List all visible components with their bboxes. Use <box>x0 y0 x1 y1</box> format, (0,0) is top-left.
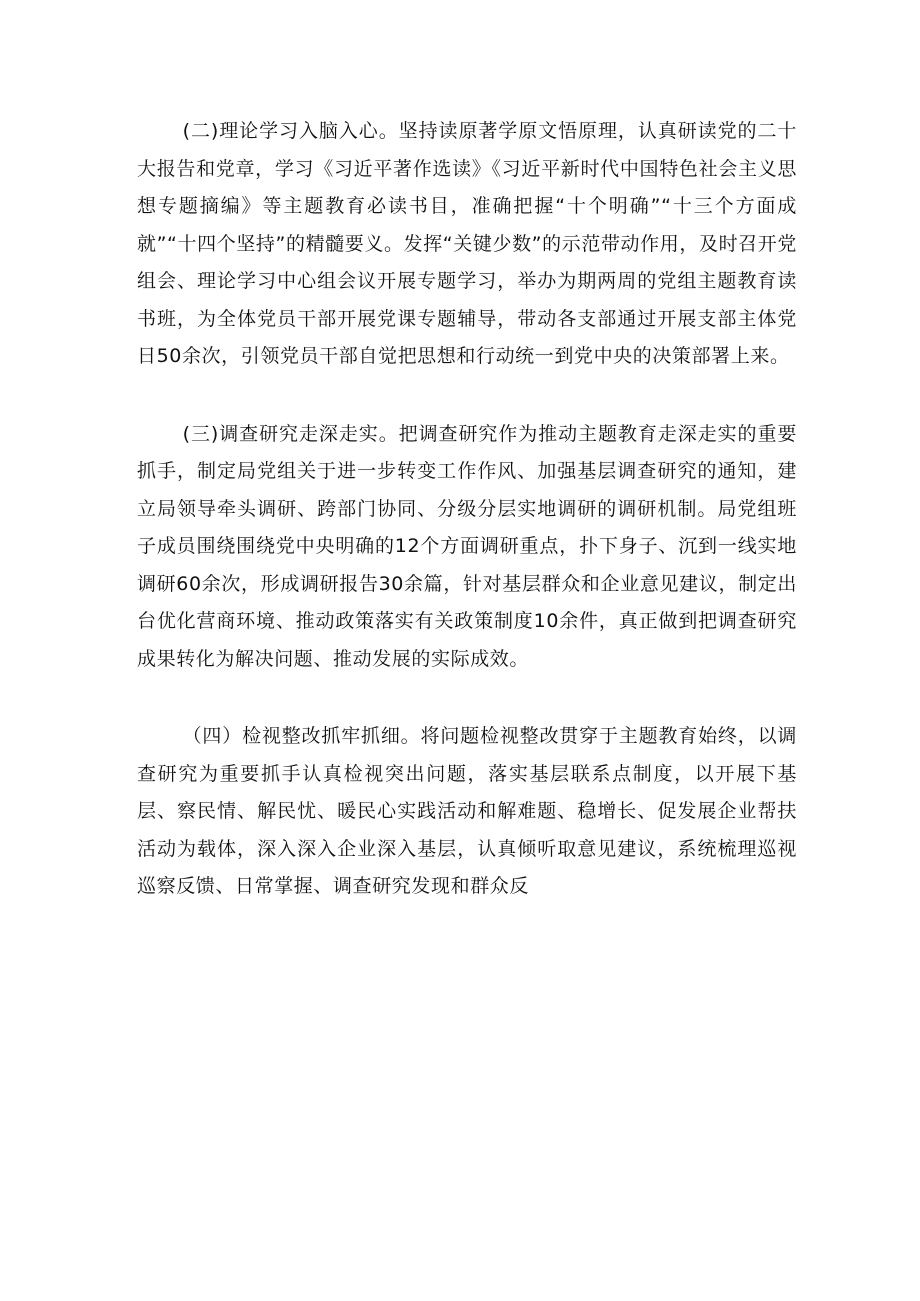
body-text <box>137 113 797 906</box>
paragraph-rectification: （四）检视整改抓牢抓细。将问题检视整改贯穿于主题教育始终，以调查研究为重要抓手认真检视突出问题，落实基层联系点制度，以开展下基层、察民情、解民忧、暖民心实践活动和解难题、稳增长、促发展企业帮扶活动为载体，深入深入企业深入基层，认真倾听取意见建议，系统梳理巡视巡察反馈、日常掌握、调查研究发现和群众反 <box>137 725 797 897</box>
paragraph-research: (三)调查研究走深走实。把调查研究作为推动主题教育走深走实的重要抓手，制定局党组关于进一步转变工作作风、加强基层调查研究的通知，建立局领导牵头调研、跨部门协同、分级分层实地调研的调研机制。局党组班子成员围绕围绕党中央明确的12个方面调研重点，扑下身子、沉到一线实地调研60余次，形成调研报告30余篇，针对基层群众和企业意见建议，制定出台优化营商环境、推动政策落实有关政策制度10余件，真正做到把调查研究成果转化为解决问题、推动发展的实际成效。 <box>137 422 797 670</box>
paragraph-theory-study: (二)理论学习入脑入心。坚持读原著学原文悟原理，认真研读党的二十大报告和党章，学习《习近平著作选读》《习近平新时代中国特色社会主义思想专题摘编》等主题教育必读书目，准确把握“十个明确”“十三个方面成就”“十四个坚持”的精髓要义。发挥“关键少数”的示范带动作用，及时召开党组会、理论学习中心组会议开展专题学习，举办为期两周的党组主题教育读书班，为全体党员干部开展党课专题辅导，带动各支部通过开展支部主体党日50余次，引领党员干部自觉把思想和行动统一到党中央的决策部署上来。 <box>137 120 797 367</box>
